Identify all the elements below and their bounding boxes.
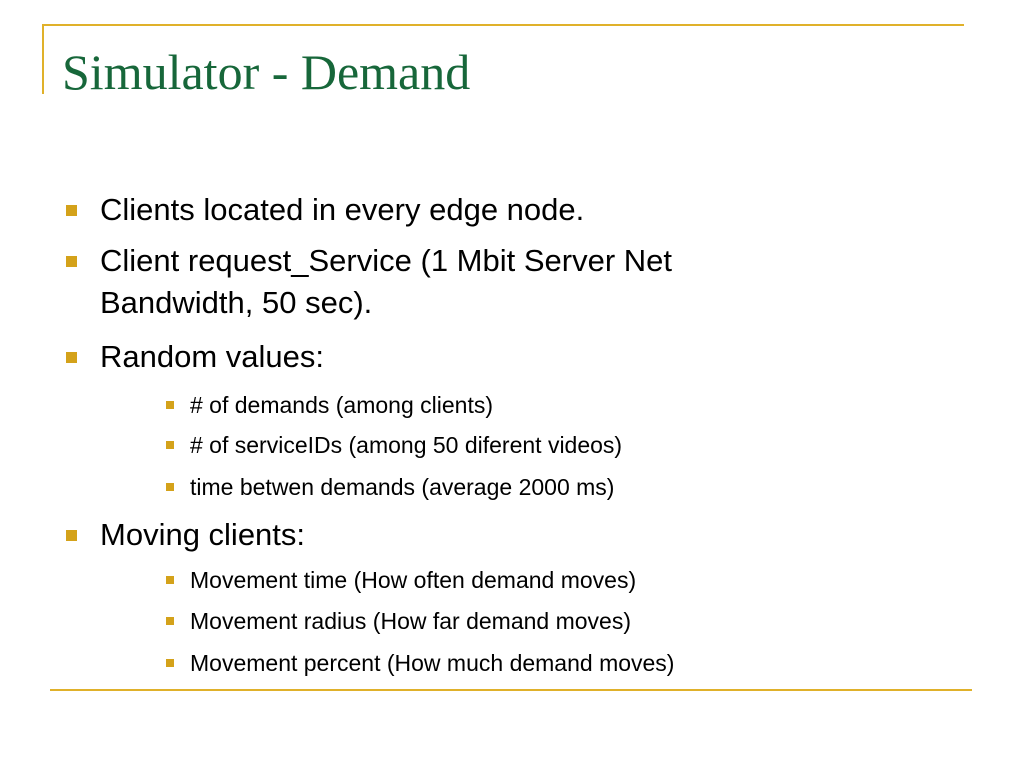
square-bullet-icon: [66, 205, 77, 216]
square-bullet-icon: [166, 441, 174, 449]
bullet-random-values: [100, 336, 860, 378]
square-bullet-icon: [166, 659, 174, 667]
sub-bullet-text: Movement time (How often demand moves): [190, 567, 637, 593]
sub-bullet-random-3: [190, 472, 890, 502]
bullet-moving-clients: [100, 514, 860, 556]
square-bullet-icon: [166, 576, 174, 584]
sub-bullet-moving-1: [190, 565, 890, 595]
square-bullet-icon: [66, 256, 77, 267]
square-bullet-icon: [66, 352, 77, 363]
bullet-text: Moving clients:: [100, 517, 306, 552]
frame-bottom-rule: [50, 689, 972, 691]
square-bullet-icon: [166, 401, 174, 409]
sub-bullet-text: Movement radius (How far demand moves): [190, 608, 631, 634]
square-bullet-icon: [166, 483, 174, 491]
slide-title: Simulator - Demand: [62, 44, 471, 100]
bullet-client-request: [100, 240, 860, 324]
sub-bullet-text: # of demands (among clients): [190, 392, 493, 418]
sub-bullet-text: Movement percent (How much demand moves): [190, 650, 675, 676]
sub-bullet-moving-2: [190, 606, 890, 636]
sub-bullet-moving-3: [190, 648, 890, 678]
bullet-text-line-1: Client request_Service (1 Mbit Server Net: [100, 243, 673, 278]
bullet-text: Clients located in every edge node.: [100, 192, 585, 227]
bullet-text: Random values:: [100, 339, 325, 374]
sub-bullet-random-1: [190, 390, 890, 420]
bullet-clients-located: [100, 189, 860, 231]
square-bullet-icon: [166, 617, 174, 625]
sub-bullet-text: time betwen demands (average 2000 ms): [190, 474, 615, 500]
sub-bullet-text: # of serviceIDs (among 50 diferent videos): [190, 432, 623, 458]
square-bullet-icon: [66, 530, 77, 541]
sub-bullet-random-2: [190, 430, 890, 460]
bullet-text-line-2: Bandwidth, 50 sec).: [100, 285, 373, 320]
